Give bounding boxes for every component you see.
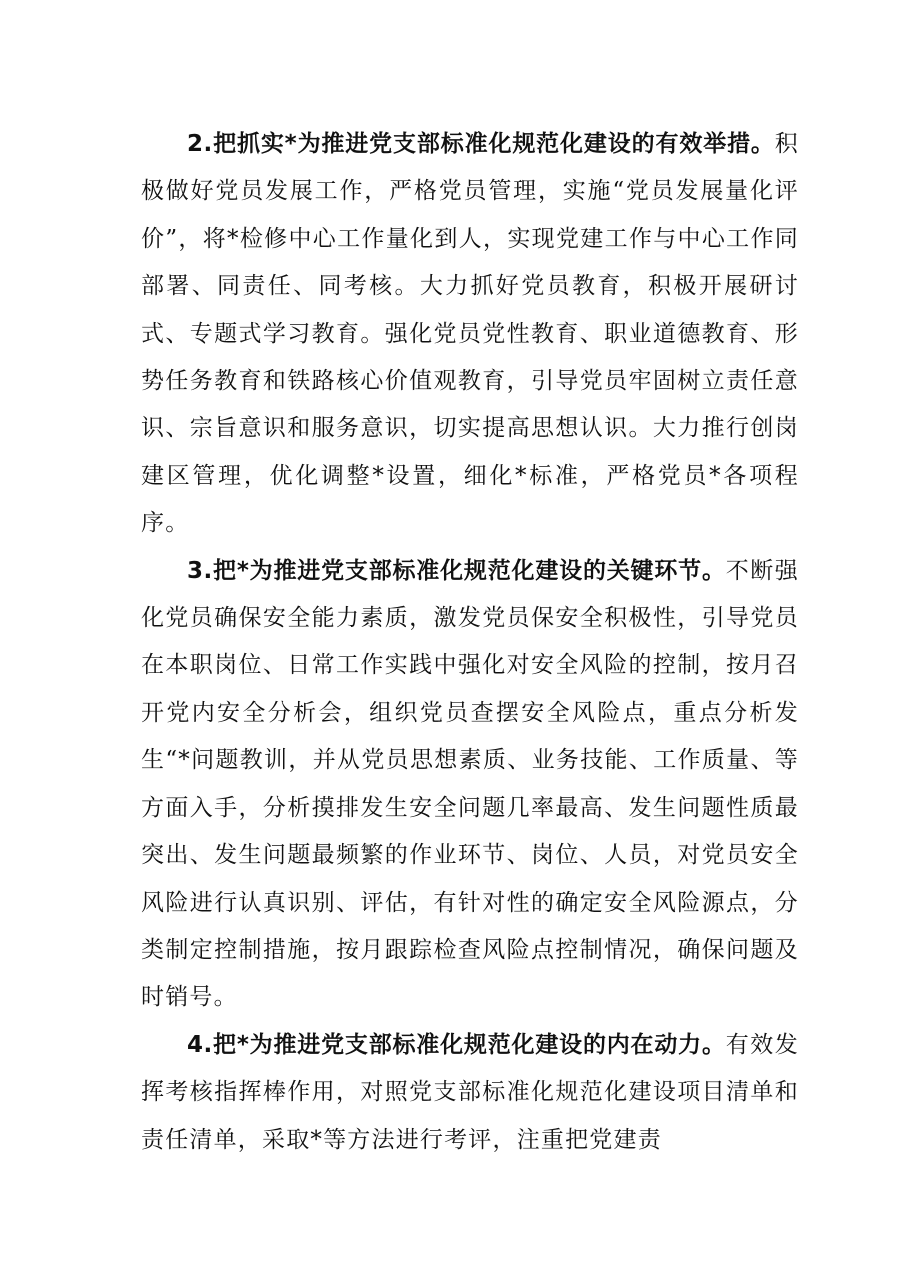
- paragraph-text: 不断强化党员确保安全能力素质，激发党员保安全积极性，引导党员在本职岗位、日常工作实践中强化对安全风险的控制，按月召开党内安全分析会，组织党员查摆安全风险点，重点分析发生“*问题教训，并从党员思想素质、业务技能、工作质量、等方面入手，分析摸排发生安全问题几率最高、发生问题性质最突出、发生问题最频繁的作业环节、岗位、人员，对党员安全风险进行认真识别、评估，有针对性的确定安全风险源点，分类制定控制措施，按月跟踪检查风险点控制情况，确保问题及时销号。: [141, 557, 799, 1011]
- paragraph-3: [141, 548, 799, 1022]
- paragraph-text: 积极做好党员发展工作，严格党员管理，实施“党员发展量化评价”，将*检修中心工作量化到人，实现党建工作与中心工作同部署、同责任、同考核。大力抓好党员教育，积极开展研讨式、专题式学习教育。强化党员党性教育、职业道德教育、形势任务教育和铁路核心价值观教育，引导党员牢固树立责任意识、宗旨意识和服务意识，切实提高思想认识。大力推行创岗建区管理，优化调整*设置，细化*标准，严格党员*各项程序。: [141, 131, 799, 537]
- paragraph-heading: 2.把抓实*为推进党支部标准化规范化建设的有效举措。: [187, 131, 775, 157]
- paragraph-4: [141, 1022, 799, 1164]
- paragraph-heading: 4.把*为推进党支部标准化规范化建设的内在动力。: [187, 1031, 726, 1058]
- paragraph-text: 有效发挥考核指挥棒作用，对照党支部标准化规范化建设项目清单和责任清单，采取*等方法进行考评，注重把党建责: [141, 1031, 799, 1153]
- paragraph-2: [141, 121, 799, 548]
- paragraph-heading: 3.把*为推进党支部标准化规范化建设的关键环节。: [187, 557, 726, 584]
- document-body: [141, 121, 799, 1164]
